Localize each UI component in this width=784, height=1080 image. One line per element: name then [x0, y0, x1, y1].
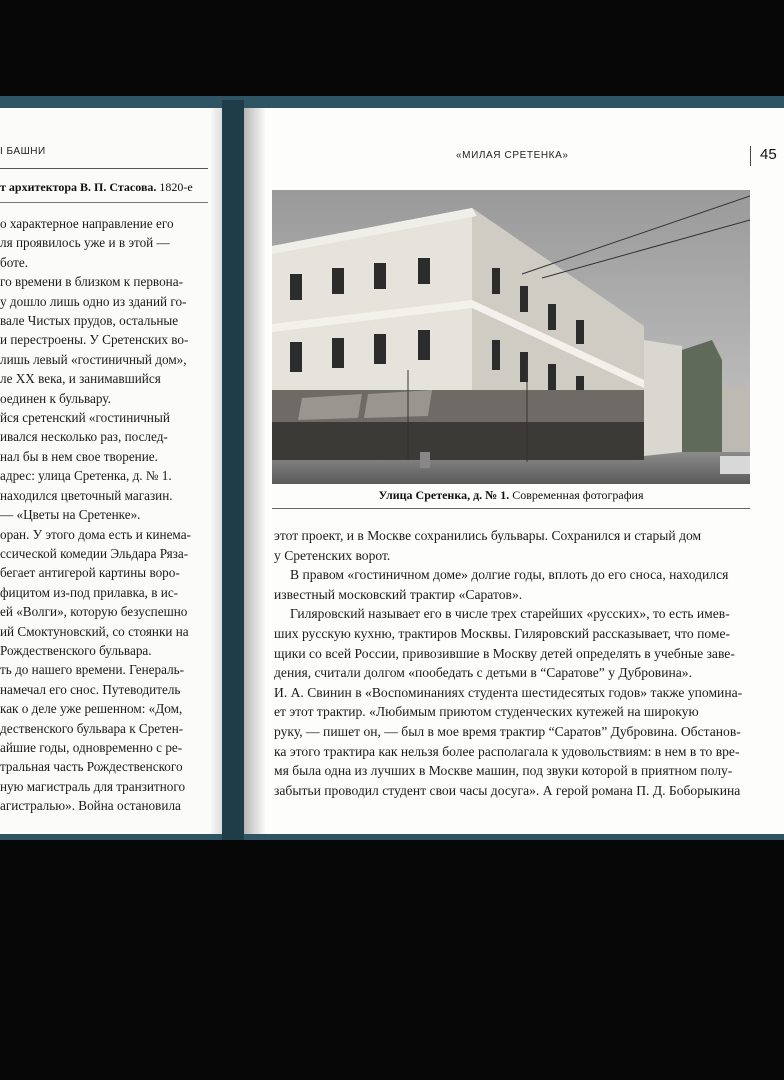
- page-number: 45: [760, 146, 777, 163]
- left-figure-caption: [0, 180, 193, 195]
- text-line: ий Смоктуновский, со стоянки на: [0, 623, 189, 639]
- text-line: ля проявилось уже и в этой —: [0, 235, 170, 251]
- right-running-head: «МИЛАЯ СРЕТЕНКА»: [456, 150, 569, 161]
- text-line: фицитом из-под прилавка, в ис-: [0, 584, 179, 600]
- text-line: мя была одна из лучших в Москве машин, под звуки которой в приятном полу-: [274, 763, 733, 779]
- text-line: находился цветочный магазин.: [0, 487, 173, 503]
- text-line: ивался несколько раз, послед-: [0, 429, 168, 445]
- text-line: ет этот трактир. «Любимым приютом студенческих кутежей на широкую: [274, 704, 699, 720]
- left-caption-bold: т архитектора В. П. Стасова.: [0, 180, 157, 194]
- text-line: дественского бульвара к Сретен-: [0, 720, 184, 736]
- caption-rule: [272, 508, 750, 509]
- text-line: щики со всей России, привозившие в Москву детей определять в учебные заве-: [274, 645, 735, 661]
- left-body-text: [0, 214, 210, 816]
- text-line: И. А. Свинин в «Воспоминаниях студента шестидесятых годов» также упомина-: [274, 684, 743, 700]
- text-line: и перестроены. У Сретенских во-: [0, 332, 189, 348]
- text-line: этот проект, и в Москве сохранились бульвары. Сохранился и старый дом: [274, 528, 702, 543]
- street-building-photo: [272, 190, 750, 484]
- text-line: айшие годы, одновременно с ре-: [0, 739, 183, 755]
- text-line: забытьи проводил студент свои часы досуга». А герой романа П. Д. Боборыкина: [274, 782, 741, 798]
- text-line: дения, считали долгом «пообедать с детьми в “Саратове” у Дубровина».: [274, 665, 693, 681]
- left-caption-rest: 1820-е: [156, 180, 193, 194]
- photo-caption-rest: Современная фотография: [509, 488, 644, 502]
- text-line: лишь левый «гостиничный дом»,: [0, 351, 187, 367]
- text-line: у дошло лишь одно из зданий го-: [0, 293, 187, 309]
- text-line: известный московский трактир «Саратов».: [274, 586, 523, 602]
- text-line: намечал его снос. Путеводитель: [0, 681, 181, 697]
- text-line: ть до нашего времени. Генераль-: [0, 662, 185, 678]
- photo-caption: [272, 488, 750, 503]
- text-line: у Сретенских ворот.: [274, 547, 391, 563]
- text-line: Гиляровский называет его в числе трех старейших «русских», то есть имев-: [290, 606, 730, 622]
- text-line: Рождественского бульвара.: [0, 642, 152, 658]
- left-page: [0, 108, 222, 834]
- text-line: как о деле уже решенном: «Дом,: [0, 701, 183, 717]
- text-line: нал бы в нем свое творение.: [0, 448, 158, 464]
- text-line: йся сретенский «гостиничный: [0, 410, 170, 426]
- text-line: В правом «гостиничном доме» долгие годы, вплоть до его сноса, находился: [290, 567, 729, 583]
- right-body-text: [274, 526, 780, 800]
- text-line: го времени в близком к первона-: [0, 274, 183, 290]
- text-line: тральная часть Рождественского: [0, 759, 183, 775]
- text-line: вале Чистых прудов, остальные: [0, 313, 179, 329]
- page-number-separator: [750, 146, 751, 166]
- text-line: боте.: [0, 254, 29, 270]
- text-line: ную магистраль для транзитного: [0, 778, 186, 794]
- text-line: ле XX века, и занимавшийся: [0, 371, 161, 387]
- right-gutter-shadow: [244, 108, 266, 834]
- text-line: руку, — пишет он, — был в мое время трактир “Саратов” Дубровина. Обстанов-: [274, 723, 741, 739]
- text-line: ших русскую кухню, трактиров Москвы. Гиляровский рассказывает, что поме-: [274, 625, 731, 641]
- text-line: бегает антигерой картины воро-: [0, 565, 180, 581]
- text-line: оединен к бульвару.: [0, 390, 111, 406]
- left-running-head: I БАШНИ: [0, 146, 46, 157]
- text-line: ка этого трактира как нельзя более располагала к удовольствиям: в нем в то вре-: [274, 743, 740, 759]
- text-line: ей «Волги», которую безуспешно: [0, 604, 188, 620]
- left-caption-rule: [0, 202, 208, 203]
- text-line: ссической комедии Эльдара Ряза-: [0, 545, 189, 561]
- text-line: агистралью». Война остановила: [0, 798, 181, 814]
- left-header-rule: [0, 168, 208, 169]
- text-line: — «Цветы на Сретенке».: [0, 507, 141, 523]
- text-line: адрес: улица Сретенка, д. № 1.: [0, 468, 172, 484]
- book-spine: [222, 100, 244, 840]
- right-page: [244, 108, 784, 834]
- text-line: оран. У этого дома есть и кинема-: [0, 526, 191, 542]
- text-line: о характерное направление его: [0, 216, 174, 231]
- photo-caption-bold: Улица Сретенка, д. № 1.: [378, 488, 510, 502]
